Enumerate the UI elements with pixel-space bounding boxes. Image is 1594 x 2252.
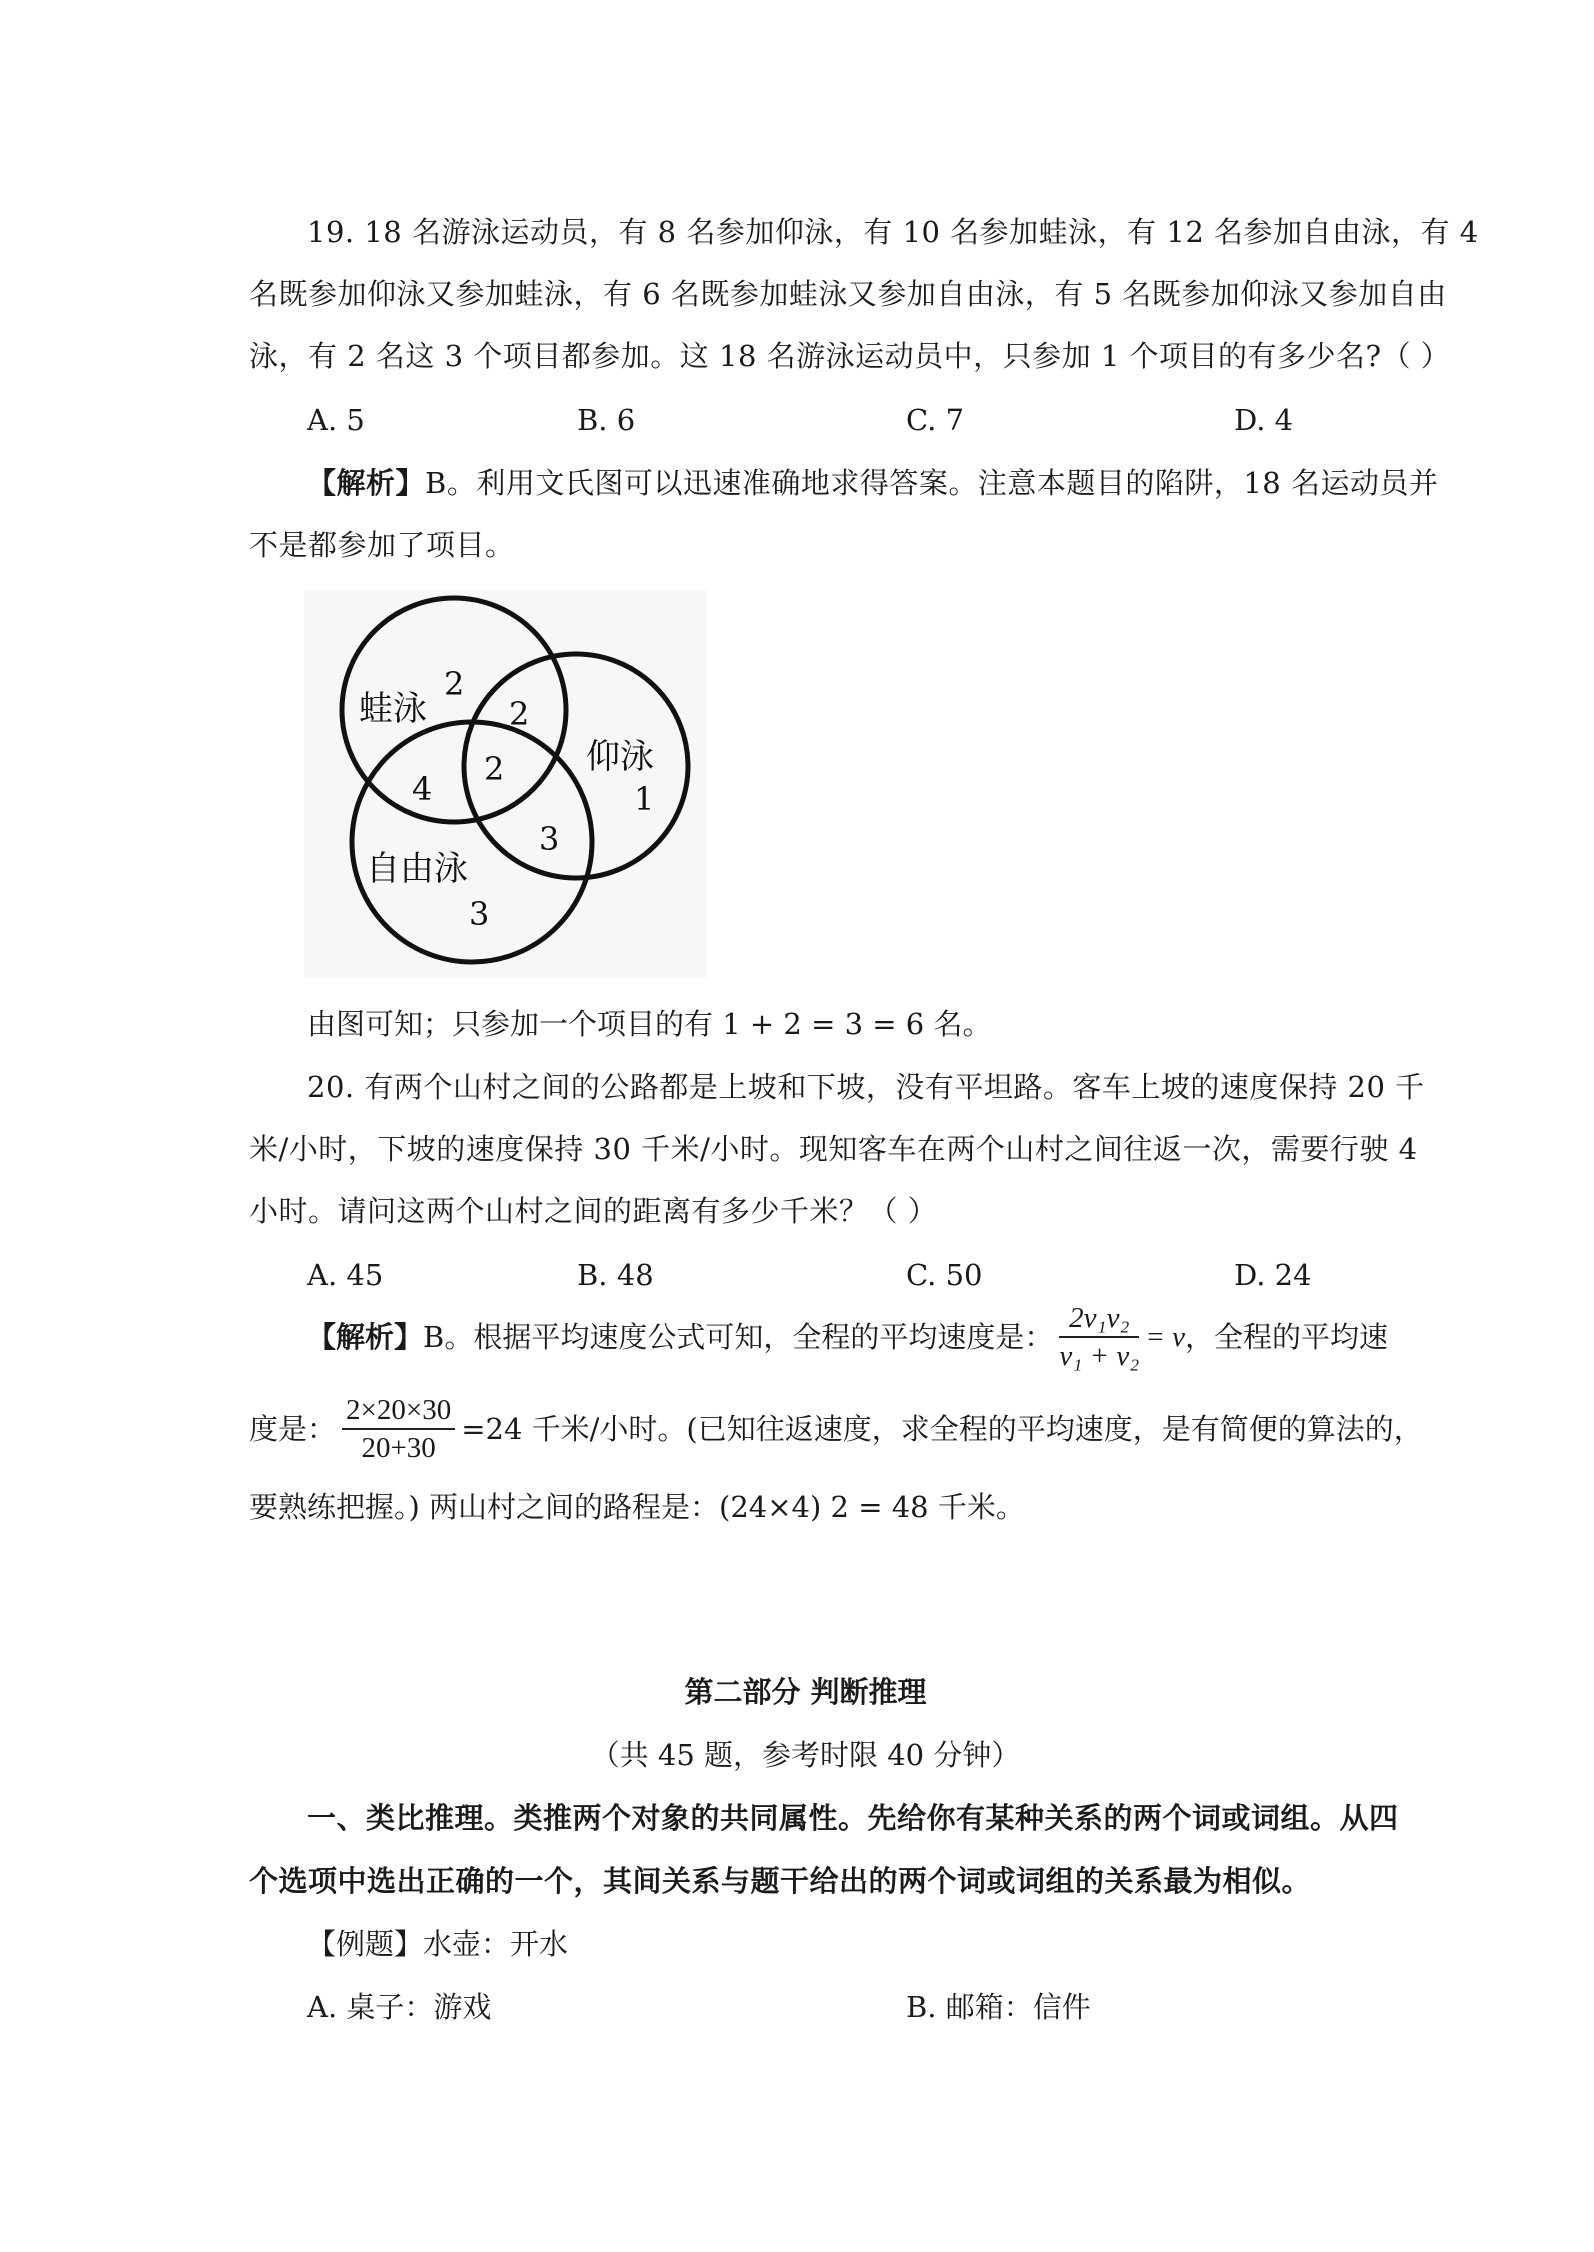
example-question: 【例题】水壶：开水	[307, 1927, 569, 1961]
q19-analysis-line-2: 不是都参加了项目。	[249, 528, 515, 562]
q19-line-2: 名既参加仰泳又参加蛙泳，有 6 名既参加蛙泳又参加自由泳，有 5 名既参加仰泳又参加自由	[249, 277, 1447, 311]
q19-analysis-line-1	[307, 463, 1439, 503]
region-backstroke-freestyle: 3	[539, 820, 560, 858]
q20-option-c: C. 50	[906, 1258, 983, 1292]
label-breaststroke: 蛙泳	[359, 689, 427, 729]
q20-analysis-line-1	[307, 1300, 1389, 1374]
q20-analysis-line-2	[249, 1392, 1423, 1466]
q20-line-2: 米/小时，下坡的速度保持 30 千米/小时。现知客车在两个山村之间往返一次，需要行驶 4	[249, 1132, 1418, 1166]
region-breaststroke-only: 2	[444, 665, 465, 703]
q19-option-d: D. 4	[1234, 403, 1294, 437]
section-line-1: 一、类比推理。类推两个对象的共同属性。先给你有某种关系的两个词或词组。从四	[307, 1801, 1399, 1835]
q19-line-3: 泳，有 2 名这 3 个项目都参加。这 18 名游泳运动员中，只参加 1 个项目的有多少名?（ ）	[249, 339, 1451, 373]
venn-diagram	[304, 590, 707, 978]
q20-option-d: D. 24	[1234, 1258, 1312, 1292]
q20-line-1: 20. 有两个山村之间的公路都是上坡和下坡，没有平坦路。客车上坡的速度保持 20 千	[307, 1070, 1425, 1104]
region-breaststroke-backstroke: 2	[509, 695, 530, 733]
q19-line-1: 19. 18 名游泳运动员，有 8 名参加仰泳，有 10 名参加蛙泳，有 12 名参加自由泳，有 4	[307, 215, 1479, 249]
q20-analysis-line-3: 要熟练把握。) 两山村之间的路程是：(24×4) 2 = 48 千米。	[249, 1490, 1025, 1524]
q20-analysis-text-2b: =24 千米/小时。(已知往返速度，求全程的平均速度，是有简便的算法的，	[461, 1412, 1423, 1446]
region-backstroke-only: 1	[634, 780, 655, 818]
q19-option-c: C. 7	[906, 403, 965, 437]
q19-option-a: A. 5	[307, 403, 365, 437]
formula-1-denominator: v₁ + v₂	[1059, 1340, 1140, 1372]
formula-average-speed	[1059, 1300, 1139, 1374]
formula-1-numerator: 2v₁v₂	[1059, 1300, 1139, 1338]
region-breaststroke-freestyle: 4	[412, 770, 433, 808]
formula-2-numerator: 2×20×30	[342, 1392, 455, 1430]
example-option-b: B. 邮箱：信件	[906, 1990, 1091, 2024]
q19-option-b: B. 6	[577, 403, 636, 437]
region-all-three: 2	[484, 750, 505, 788]
analysis-tag: 【解析】	[307, 1320, 424, 1354]
venn-svg	[304, 590, 707, 978]
q20-line-3: 小时。请问这两个山村之间的距离有多少千米？（ ）	[249, 1194, 938, 1228]
q19-conclusion: 由图可知；只参加一个项目的有 1 + 2 = 3 = 6 名。	[307, 1007, 992, 1041]
formula-computation	[342, 1392, 455, 1466]
formula-2-denominator: 20+30	[361, 1432, 436, 1464]
section-line-2: 个选项中选出正确的一个，其间关系与题干给出的两个词或词组的关系最为相似。	[249, 1864, 1312, 1898]
q20-analysis-text-1b: ，全程的平均速	[1185, 1320, 1389, 1354]
label-freestyle: 自由泳	[366, 849, 468, 889]
region-freestyle-only: 3	[469, 895, 490, 933]
q20-analysis-text-1: B。根据平均速度公式可知，全程的平均速度是：	[423, 1320, 1054, 1354]
label-backstroke: 仰泳	[586, 737, 654, 777]
q19-analysis-text: B。利用文氏图可以迅速准确地求得答案。注意本题目的陷阱，18 名运动员并	[425, 466, 1439, 500]
q20-analysis-text-2a: 度是：	[249, 1412, 337, 1446]
q20-option-b: B. 48	[577, 1258, 654, 1292]
analysis-tag: 【解析】	[307, 466, 426, 500]
example-option-a: A. 桌子：游戏	[307, 1990, 492, 2024]
formula-1-rhs: = v	[1145, 1321, 1186, 1353]
part2-subtitle: （共 45 题，参考时限 40 分钟）	[590, 1738, 1021, 1772]
part2-title: 第二部分 判断推理	[684, 1675, 927, 1709]
q20-option-a: A. 45	[307, 1258, 384, 1292]
